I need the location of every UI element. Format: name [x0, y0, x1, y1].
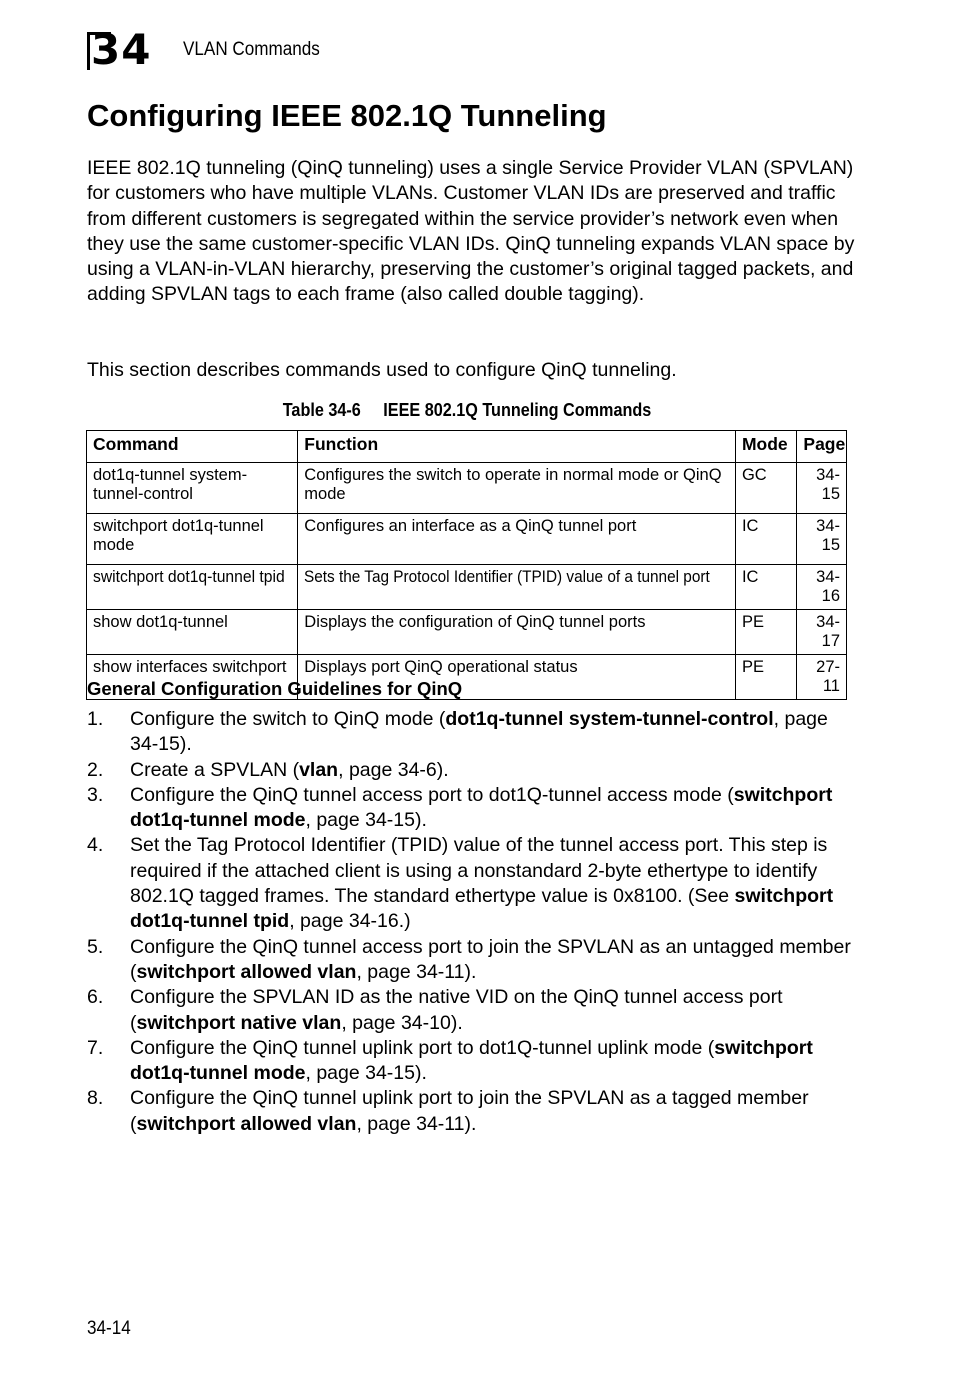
cell-mode: IC: [735, 514, 796, 565]
list-item-text: Configure the QinQ tunnel uplink port to join the SPVLAN as a tagged member (: [130, 1087, 809, 1135]
header-mode: Mode: [735, 431, 796, 463]
cell-command: dot1q-tunnel system-tunnel-control: [87, 463, 298, 514]
table-row: [87, 463, 847, 514]
chapter-number: 34: [91, 25, 152, 74]
list-item-number: 7.: [87, 1036, 104, 1059]
list-item-number: 8.: [87, 1087, 104, 1110]
cell-command: show interfaces switchport: [87, 655, 298, 700]
cell-function: Configures the switch to operate in normal mode or QinQ mode: [298, 463, 736, 514]
list-item: [87, 707, 857, 758]
cell-command: show dot1q-tunnel: [87, 610, 298, 655]
table-caption: [125, 400, 809, 421]
page-number: 34-14: [87, 1318, 131, 1339]
list-item-text: , page 34-15).: [130, 708, 828, 756]
intro-paragraph: IEEE 802.1Q tunneling (QinQ tunneling) uses a single Service Provider VLAN (SPVLAN) for customers who have multiple VLANs. Customer VLAN IDs are preserved and traffic from different customers is segregated within the service provider’s network even when they use the same customer-specific VLAN IDs. QinQ tunneling expands VLAN space by using a VLAN-in-VLAN hierarchy, preserving the customer’s original tagged packets, and adding SPVLAN tags to each frame (also called double tagging).: [87, 157, 855, 306]
cell-function: Configures an interface as a QinQ tunnel port: [298, 514, 736, 565]
table-caption-title: IEEE 802.1Q Tunneling Commands: [383, 400, 652, 420]
cell-page: 34-16: [797, 565, 847, 610]
cell-mode: IC: [735, 565, 796, 610]
table-row: [87, 565, 847, 610]
list-item: [87, 935, 857, 986]
list-item-text: , page 34-16.): [289, 910, 411, 933]
page-title: Configuring IEEE 802.1Q Tunneling: [87, 98, 607, 133]
commands-table: [86, 430, 847, 700]
command-reference: switchport dot1q-tunnel mode: [130, 783, 833, 832]
cell-function-text: Sets the Tag Protocol Identifier (TPID) value of a tunnel port: [304, 568, 711, 586]
list-item-number: 1.: [87, 708, 104, 730]
list-item: [87, 985, 857, 1036]
guidelines-list: [87, 707, 857, 1137]
cell-function: [298, 565, 736, 610]
list-item-text: , page 34-11).: [356, 960, 477, 983]
guidelines-heading: General Configuration Guidelines for QinQ: [87, 678, 463, 699]
list-item: [87, 1086, 857, 1137]
list-item: [87, 758, 857, 783]
list-item-text: , page 34-15).: [305, 809, 427, 832]
list-item-number: 2.: [87, 758, 104, 781]
list-item-number: 5.: [87, 935, 104, 958]
cell-function: Displays port QinQ operational status: [298, 655, 736, 700]
cell-command: switchport dot1q-tunnel mode: [87, 514, 298, 565]
table-caption-number: Table 34-6: [282, 400, 361, 420]
cell-page: 34-15: [797, 463, 847, 514]
list-item-text: Create a SPVLAN (: [130, 758, 300, 781]
table-row: [87, 514, 847, 565]
section-name: VLAN Commands: [183, 39, 320, 60]
table-header-row: [87, 431, 847, 463]
list-item: [87, 783, 857, 834]
command-reference: dot1q-tunnel system-tunnel-control: [445, 708, 774, 730]
list-item-text: Set the Tag Protocol Identifier (TPID) value of the tunnel access port. This step is required if the attached client is using a nonstandard 2-byte ethertype to identify 802.1Q tagged frames. The standard ethertype value is 0x8100. (See: [130, 834, 828, 908]
command-reference: switchport dot1q-tunnel tpid: [130, 885, 834, 933]
section-description: This section describes commands used to configure QinQ tunneling.: [87, 359, 677, 381]
cell-page: 34-17: [797, 610, 847, 655]
header-command: Command: [87, 431, 298, 463]
list-item-text: Configure the QinQ tunnel access port to dot1Q-tunnel access mode (: [130, 783, 734, 806]
list-item-text: , page 34-11).: [356, 1112, 477, 1135]
list-item-number: 4.: [87, 834, 104, 857]
cell-page: 27-11: [797, 655, 847, 700]
header-page: Page: [797, 431, 847, 463]
command-reference: switchport native vlan: [136, 1011, 342, 1034]
table-row: [87, 610, 847, 655]
command-reference: switchport dot1q-tunnel mode: [130, 1036, 813, 1085]
list-item-number: 3.: [87, 783, 104, 806]
command-reference: switchport allowed vlan: [136, 960, 357, 983]
list-item-text: Configure the switch to QinQ mode (: [130, 708, 446, 730]
cell-command-text: switchport dot1q-tunnel tpid: [93, 568, 285, 586]
list-item: [87, 1036, 857, 1087]
list-item: [87, 833, 857, 934]
cell-command: [87, 565, 298, 610]
list-item-text: Configure the QinQ tunnel access port to join the SPVLAN as an untagged member (: [130, 935, 851, 983]
list-item-text: , page 34-10).: [341, 1011, 463, 1034]
header-function: Function: [298, 431, 736, 463]
list-item-text: , page 34-6).: [338, 758, 449, 781]
list-item-text: , page 34-15).: [305, 1062, 427, 1085]
cell-mode: GC: [735, 463, 796, 514]
list-item-text: Configure the SPVLAN ID as the native VID on the QinQ tunnel access port (: [130, 986, 783, 1034]
cell-mode: PE: [735, 655, 796, 700]
list-item-text: Configure the QinQ tunnel uplink port to dot1Q-tunnel uplink mode (: [130, 1036, 715, 1059]
command-reference: switchport allowed vlan: [136, 1112, 357, 1135]
cell-page: 34-15: [797, 514, 847, 565]
cell-mode: PE: [735, 610, 796, 655]
list-item-number: 6.: [87, 986, 104, 1009]
cell-function: Displays the configuration of QinQ tunnel ports: [298, 610, 736, 655]
command-reference: vlan: [299, 758, 339, 781]
